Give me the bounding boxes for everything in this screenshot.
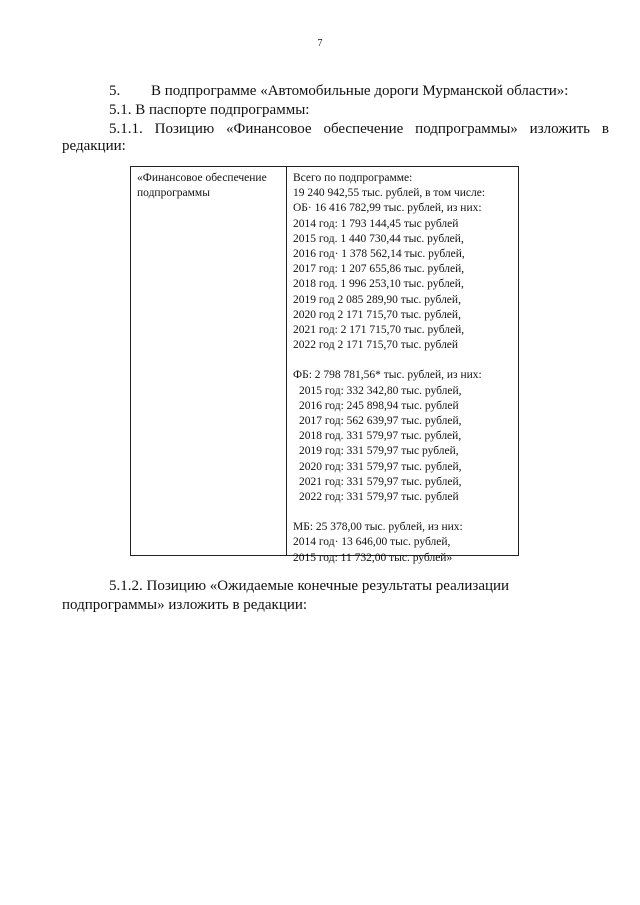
total-line: 2014 год: 1 793 144,45 тыс рублей	[293, 217, 459, 230]
fb-line: 2016 год: 245 898,94 тыс. рублей	[299, 399, 459, 412]
paragraph-5-1-1-word: изложить	[529, 121, 591, 137]
mb-line: 2014 год· 13 646,00 тыс. рублей,	[293, 536, 451, 549]
paragraph-5-1-1-word: подпрограммы»	[415, 121, 518, 137]
paragraph-5	[109, 82, 568, 100]
paragraph-5-1-1-word: обеспечение	[323, 121, 404, 137]
paragraph-5-text: В подпрограмме «Автомобильные дороги Мурманской области»:	[151, 83, 569, 99]
total-line: 2018 год. 1 996 253,10 тыс. рублей,	[293, 278, 464, 291]
spacer	[293, 505, 514, 520]
total-line: 2016 год· 1 378 562,14 тыс. рублей,	[293, 248, 465, 261]
fb-line: 2020 год: 331 579,97 тыс. рублей,	[299, 460, 462, 473]
fb-line: 2019 год: 331 579,97 тыс рублей,	[299, 445, 459, 458]
paragraph-5-1: 5.1. В паспорте подпрограммы:	[109, 102, 310, 118]
total-line: 2015 год. 1 440 730,44 тыс. рублей,	[293, 232, 464, 245]
financing-table-value-cell	[287, 167, 518, 564]
financing-table	[130, 166, 519, 564]
paragraph-5-1-1-word: Позицию	[154, 121, 215, 137]
paragraph-5-1-2: 5.1.2. Позицию «Ожидаемые конечные результаты реализации	[109, 578, 510, 594]
mb-header: МБ: 25 378,00 тыс. рублей, из них:	[293, 521, 463, 534]
fb-header: ФБ: 2 798 781,56* тыс. рублей, из них:	[293, 369, 482, 382]
total-line: 2021 год: 2 171 715,70 тыс. рублей,	[293, 324, 465, 337]
spacer	[293, 353, 514, 368]
total-line: 2019 год 2 085 289,90 тыс. рублей,	[293, 293, 461, 306]
fb-line: 2021 год: 331 579,97 тыс. рублей,	[299, 475, 462, 488]
mb-line: 2015 год: 11 732,00 тыс. рублей»	[293, 551, 453, 564]
fb-line: 2022 год: 331 579,97 тыс. рублей	[299, 491, 459, 504]
total-line: 2020 год 2 171 715,70 тыс. рублей,	[293, 308, 461, 321]
paragraph-5-1-1-continuation: редакции:	[62, 138, 126, 154]
total-line: 2022 год 2 171 715,70 тыс. рублей	[293, 339, 459, 352]
paragraph-5-1-1-word: в	[601, 121, 609, 137]
total-line: 19 240 942,55 тыс. рублей, в том числе:	[293, 187, 486, 200]
paragraph-5-number: 5.	[109, 83, 121, 99]
paragraph-5-1-2-continuation: подпрограммы» изложить в редакции:	[62, 597, 308, 613]
page-number: 7	[317, 38, 323, 49]
total-line: Всего по подпрограмме:	[293, 172, 413, 184]
fb-line: 2018 год. 331 579,97 тыс. рублей,	[299, 430, 462, 443]
paragraph-5-1-1-word: 5.1.1.	[109, 121, 143, 137]
fb-line: 2017 год: 562 639,97 тыс. рублей,	[299, 415, 462, 428]
label-line: подпрограммы	[137, 187, 210, 199]
paragraph-5-1-1-word: «Финансовое	[226, 121, 312, 137]
financing-table-label-cell	[131, 167, 287, 555]
total-line: 2017 год: 1 207 655,86 тыс. рублей,	[293, 263, 465, 276]
fb-line: 2015 год: 332 342,80 тыс. рублей,	[299, 384, 462, 397]
label-line: «Финансовое обеспечение	[137, 172, 267, 184]
paragraph-5-1-1	[109, 120, 609, 138]
total-line: ОБ· 16 416 782,99 тыс. рублей, из них:	[293, 202, 482, 215]
